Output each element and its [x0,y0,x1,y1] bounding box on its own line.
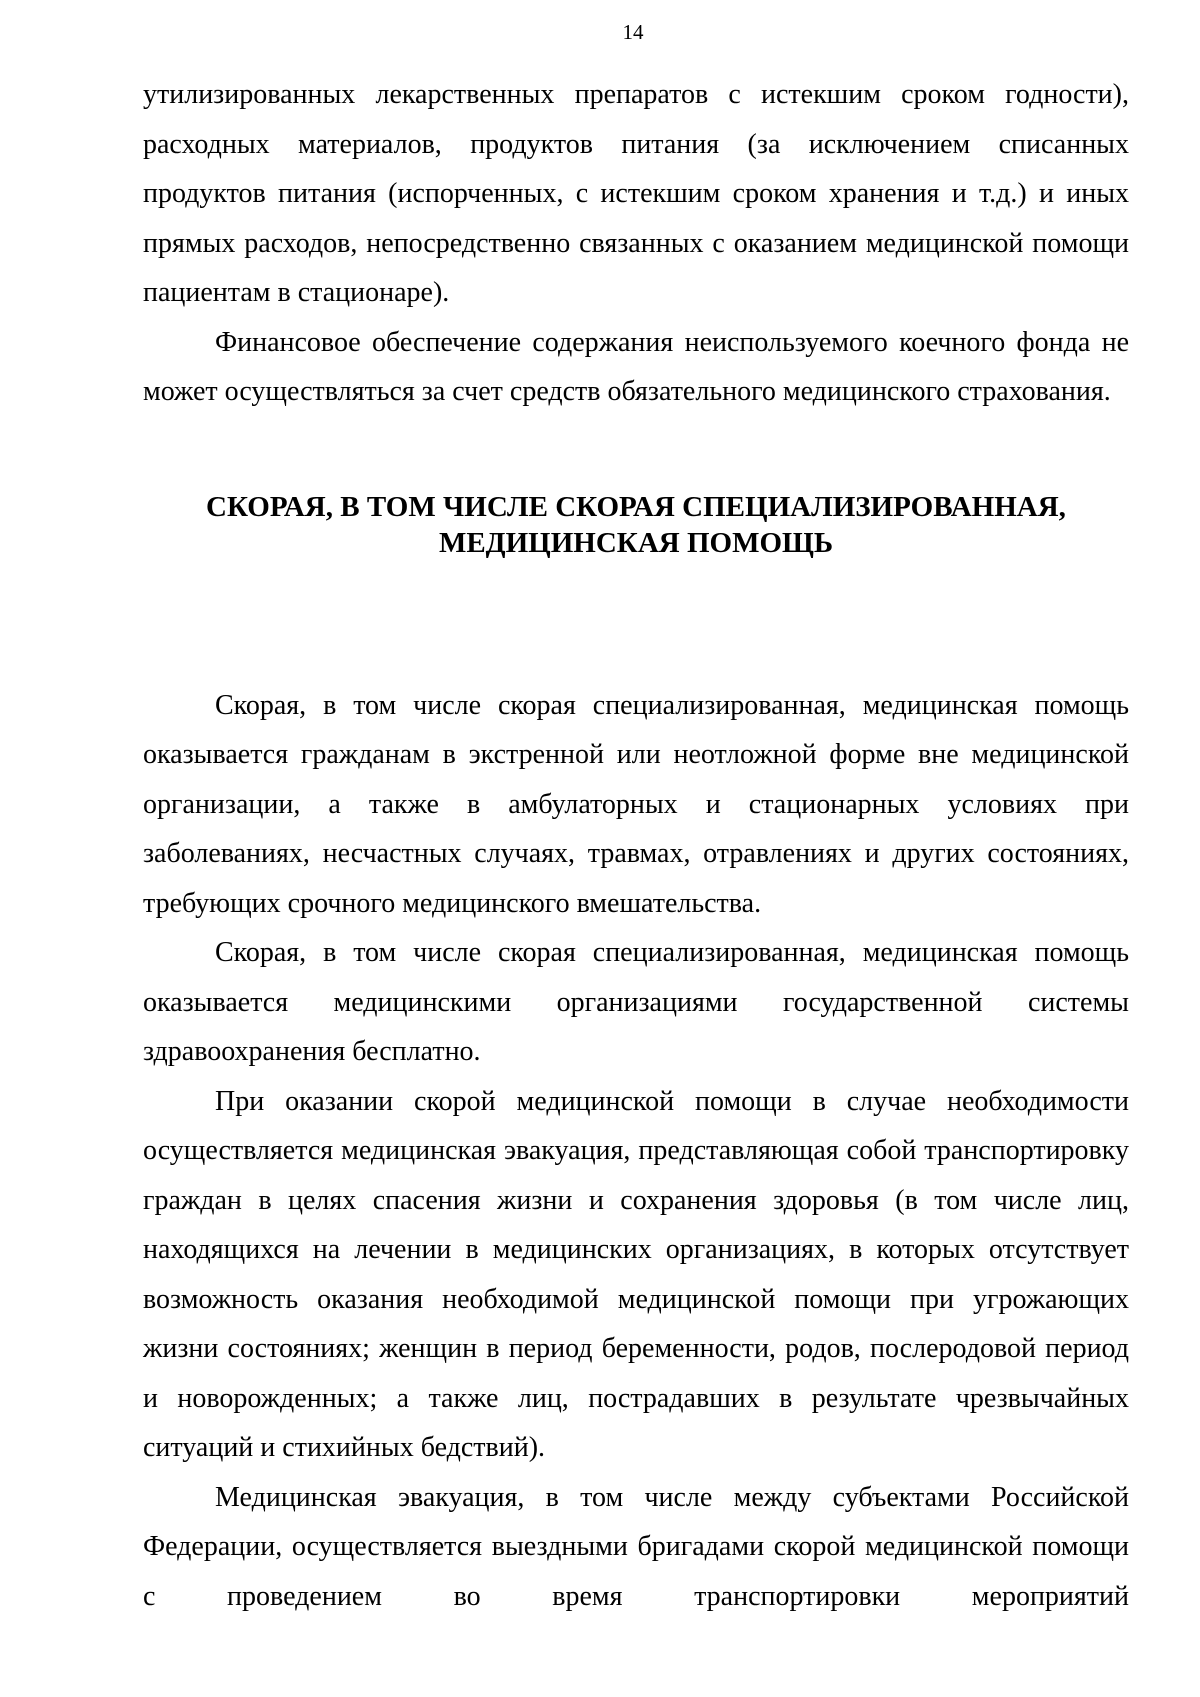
paragraph-evacuation-teams: Медицинская эвакуация, в том числе между субъектами Российской Федерации, осуществляется выездными бригадами скорой медицинской помощи с проведением во время транспортировки мероприятий [143,1481,1129,1612]
paragraph-medical-evacuation: При оказании скорой медицинской помощи в случае необходимости осуществляется медицинская эвакуация, представляющая собой транспортировку граждан в целях спасения жизни и сохранения здоровья (в том числе лиц, находящихся на лечении в медицинских организациях, в которых отсутствует возможность оказания необходимой медицинской помощи при угрожающих жизни состояниях; женщин в период беременности, родов, послеродовой период и новорожденных; а также лиц, пострадавших в результате чрезвычайных ситуаций и стихийных бедствий). [143,1085,1129,1463]
paragraph-emergency-care-free: Скорая, в том числе скорая специализированная, медицинская помощь оказывается медицинскими организациями государственной системы здравоохранения бесплатно. [143,937,1129,1067]
section-heading-line-2: МЕДИЦИНСКАЯ ПОМОЩЬ [438,526,834,559]
page-number: 14 [622,20,644,44]
section-heading-line-1: СКОРАЯ, В ТОМ ЧИСЛЕ СКОРАЯ СПЕЦИАЛИЗИРОВАННАЯ, [206,490,1066,523]
document-body [143,70,1129,1621]
paragraph-emergency-care-definition: Скорая, в том числе скорая специализированная, медицинская помощь оказывается гражданам в экстренной или неотложной форме вне медицинской организации, а также в амбулаторных и стационарных условиях при заболеваниях, несчастных случаях, травмах, отравлениях и других состояниях, требующих срочного медицинского вмешательства. [143,689,1129,919]
section-heading [143,489,1129,561]
paragraph-continuation: утилизированных лекарственных препаратов с истекшим сроком годности), расходных материалов, продуктов питания (за исключением списанных продуктов питания (испорченных, с истекшим сроком хранения и т.д.) и иных прямых расходов, непосредственно связанных с оказанием медицинской помощи пациентам в стационаре). [143,79,1129,308]
paragraph-bed-fund-financing: Финансовое обеспечение содержания неиспользуемого коечного фонда не может осуществляться за счет средств обязательного медицинского страхования. [143,326,1129,407]
